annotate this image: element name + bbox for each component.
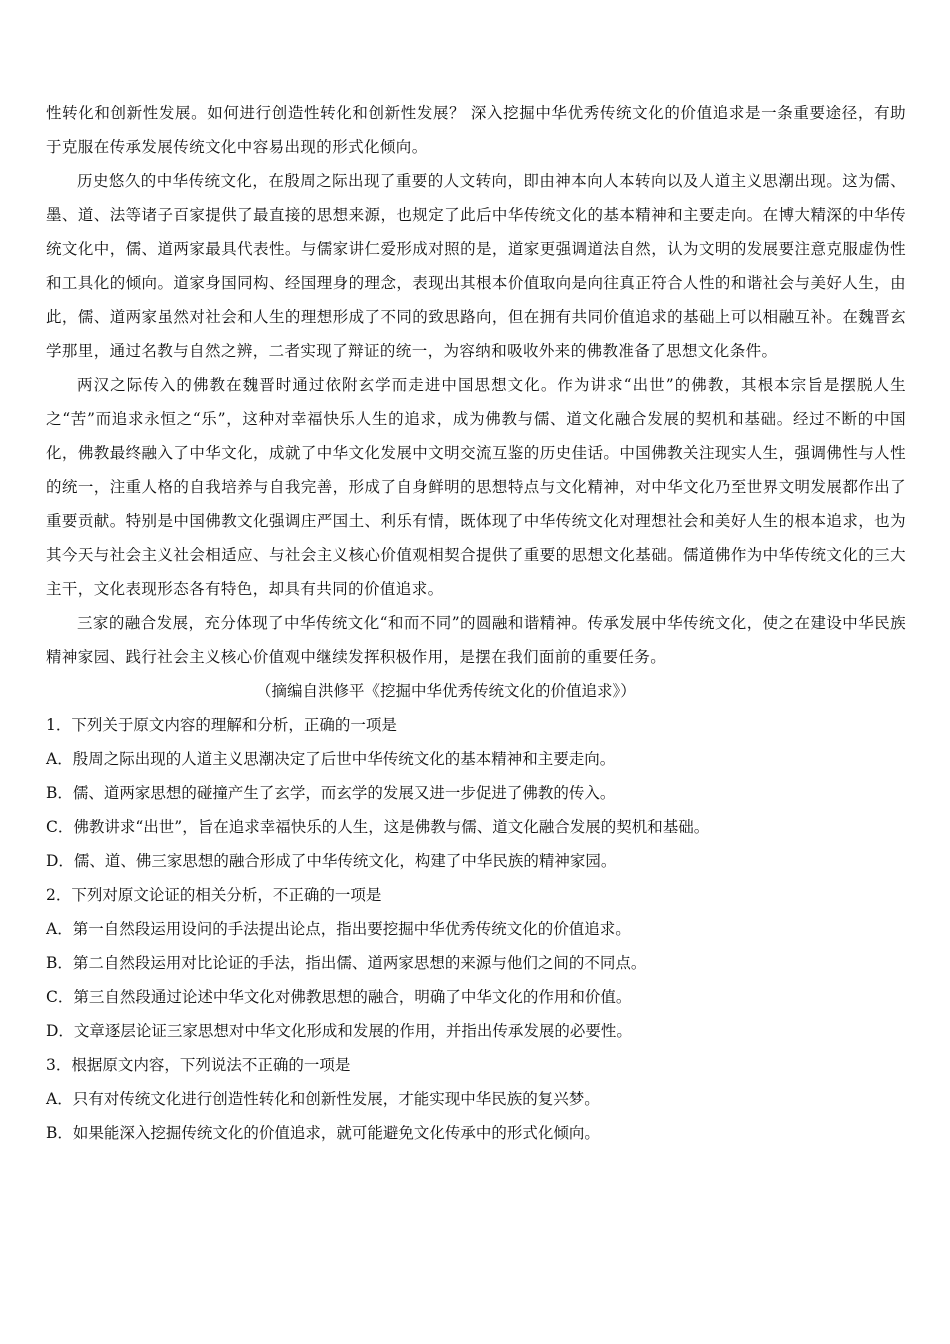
question-2-option-a: A．第一自然段运用设问的手法提出论点，指出要挖掘中华优秀传统文化的价值追求。 <box>46 920 631 938</box>
paragraph-2: 历史悠久的中华传统文化，在殷周之际出现了重要的人文转向，即由神本向人本转向以及人道主义思潮出现。这为儒、墨、道、法等诸子百家提供了最直接的思想来源，也规定了此后中华传统文化的基本精神和主要走向。在博大精深的中华传统文化中，儒、道两家最具代表性。与儒家讲仁爱形成对照的是，道家更强调道法自然，认为文明的发展要注意克服虚伪性和工具化的倾向。道家身国同构、经国理身的理念，表现出其根本价值取向是向往真正符合人性的和谐社会与美好人生，由此，儒、道两家虽然对社会和人生的理想形成了不同的致思路向，但在拥有共同价值追求的基础上可以相融互补。在魏晋玄学那里，通过名教与自然之辨，二者实现了辩证的统一，为容纳和吸收外来的佛教准备了思想文化条件。 <box>46 172 906 360</box>
question-3-stem: 3．根据原文内容，下列说法不正确的一项是 <box>46 1056 351 1074</box>
question-3 <box>46 1048 906 1150</box>
question-1-option-c: C．佛教讲求“出世”，旨在追求幸福快乐的人生，这是佛教与儒、道文化融合发展的契机和基础。 <box>46 818 710 836</box>
paragraph-4: 三家的融合发展，充分体现了中华传统文化“和而不同”的圆融和谐精神。传承发展中华传统文化，使之在建设中华民族精神家园、践行社会主义核心价值观中继续发挥积极作用，是摆在我们面前的重要任务。 <box>46 614 906 666</box>
question-2-stem: 2．下列对原文论证的相关分析，不正确的一项是 <box>46 886 382 904</box>
question-2-option-b: B．第二自然段运用对比论证的手法，指出儒、道两家思想的来源与他们之间的不同点。 <box>46 954 647 972</box>
question-3-option-a: A．只有对传统文化进行创造性转化和创新性发展，才能实现中华民族的复兴梦。 <box>46 1090 600 1108</box>
paragraph-3: 两汉之际传入的佛教在魏晋时通过依附玄学而走进中国思想文化。作为讲求“出世”的佛教，其根本宗旨是摆脱人生之“苦”而追求永恒之“乐”，这种对幸福快乐人生的追求，成为佛教与儒、道文化融合发展的契机和基础。经过不断的中国化，佛教最终融入了中华文化，成就了中华文化发展中文明交流互鉴的历史佳话。中国佛教关注现实人生，强调佛性与人性的统一，注重人格的自我培养与自我完善，形成了自身鲜明的思想特点与文化精神，对中华文化乃至世界文明发展都作出了重要贡献。特别是中国佛教文化强调庄严国土、利乐有情，既体现了中华传统文化对理想社会和美好人生的根本追求，也为其今天与社会主义社会相适应、与社会主义核心价值观相契合提供了重要的思想文化基础。儒道佛作为中华传统文化的三大主干，文化表现形态各有特色，却具有共同的价值追求。 <box>46 376 906 598</box>
essay-body <box>46 96 906 674</box>
question-1-option-d: D．儒、道、佛三家思想的融合形成了中华传统文化，构建了中华民族的精神家园。 <box>46 852 617 870</box>
question-2-option-c: C．第三自然段通过论述中华文化对佛教思想的融合，明确了中华文化的作用和价值。 <box>46 988 632 1006</box>
question-3-option-b: B．如果能深入挖掘传统文化的价值追求，就可能避免文化传承中的形式化倾向。 <box>46 1124 600 1142</box>
question-1 <box>46 708 906 878</box>
paragraph-1: 性转化和创新性发展。如何进行创造性转化和创新性发展？ 深入挖掘中华优秀传统文化的价值追求是一条重要途径，有助于克服在传承发展传统文化中容易出现的形式化倾向。 <box>46 104 906 156</box>
question-1-stem: 1．下列关于原文内容的理解和分析，正确的一项是 <box>46 716 397 734</box>
question-1-option-b: B．儒、道两家思想的碰撞产生了玄学，而玄学的发展又进一步促进了佛教的传入。 <box>46 784 616 802</box>
question-2-option-d: D．文章逐层论证三家思想对中华文化形成和发展的作用，并指出传承发展的必要性。 <box>46 1022 632 1040</box>
question-2 <box>46 878 906 1048</box>
question-1-option-a: A．殷周之际出现的人道主义思潮决定了后世中华传统文化的基本精神和主要走向。 <box>46 750 616 768</box>
document-page <box>46 96 906 1150</box>
source-citation: （摘编自洪修平《挖掘中华优秀传统文化的价值追求》） <box>256 682 636 700</box>
